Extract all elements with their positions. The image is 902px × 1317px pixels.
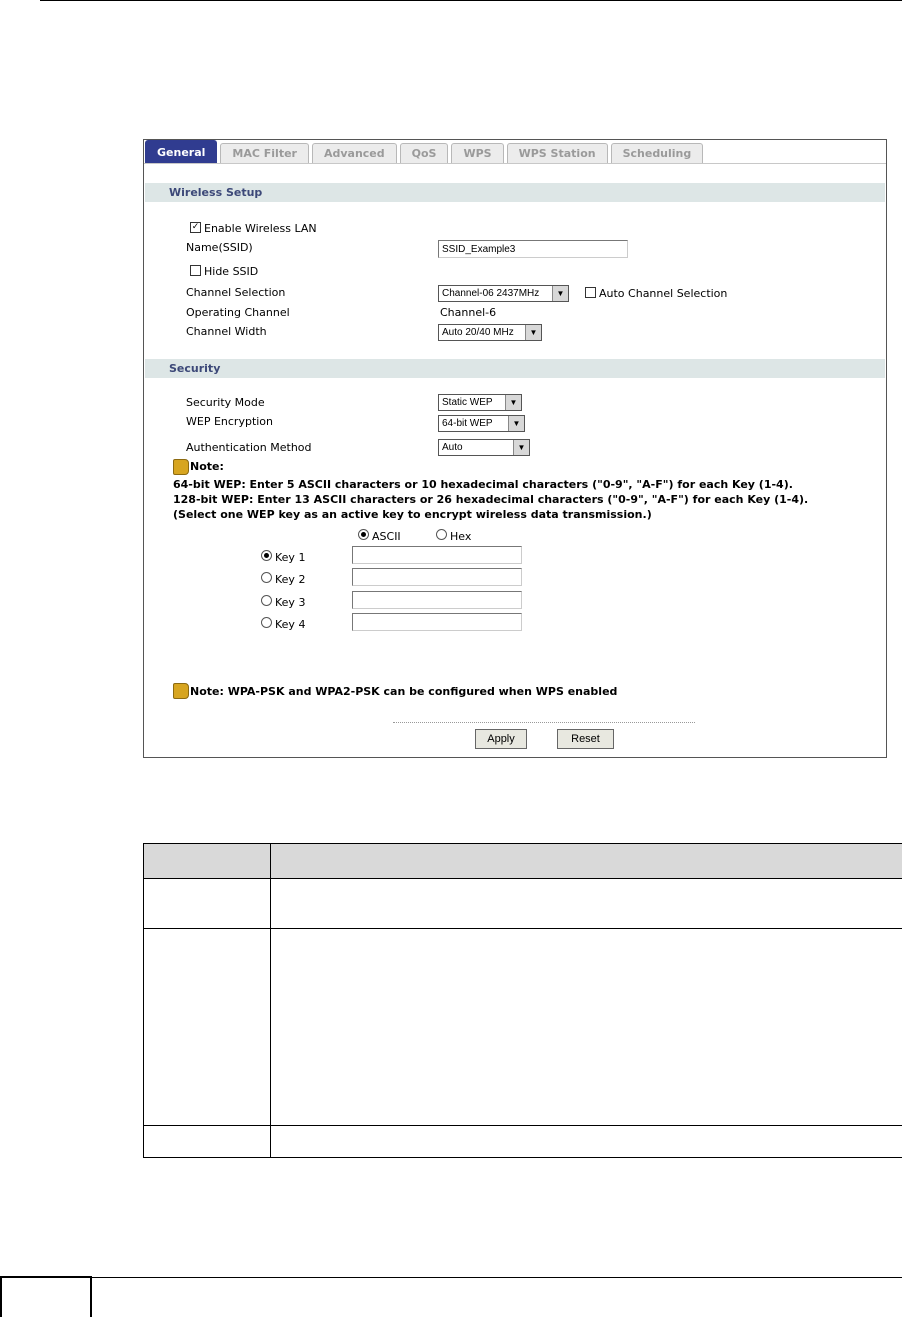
hide-ssid-checkbox[interactable]	[190, 265, 201, 276]
wep-encryption-label: WEP Encryption	[186, 415, 274, 428]
channel-selection-dropdown[interactable]	[438, 285, 569, 302]
security-mode-value: Static WEP	[442, 397, 493, 408]
ascii-label: ASCII	[372, 530, 401, 543]
chevron-down-icon: ▼	[525, 325, 541, 340]
note-icon	[173, 683, 189, 699]
security-mode-dropdown[interactable]	[438, 394, 522, 411]
key2-radio[interactable]	[261, 572, 272, 583]
enable-wireless-label: Enable Wireless LAN	[204, 222, 317, 235]
note-line-64bit: 64-bit WEP: Enter 5 ASCII characters or 10 hexadecimal characters ("0-9", "A-F") for each Key (1-4).	[173, 478, 793, 491]
ssid-input[interactable]: SSID_Example3	[438, 240, 628, 258]
auto-channel-checkbox[interactable]	[585, 287, 596, 298]
note-line-128bit: 128-bit WEP: Enter 13 ASCII characters or 26 hexadecimal characters ("0-9", "A-F") for each Key (1-4).	[173, 493, 809, 506]
wep-encryption-dropdown[interactable]	[438, 415, 525, 432]
chevron-down-icon: ▼	[505, 395, 521, 410]
description-table	[143, 843, 902, 1158]
key3-label: Key 3	[275, 596, 306, 609]
security-heading: Security	[145, 359, 885, 378]
channel-width-dropdown[interactable]	[438, 324, 542, 341]
key1-radio[interactable]	[261, 550, 272, 561]
footer-rule	[92, 1277, 902, 1278]
apply-button[interactable]: Apply	[475, 729, 527, 749]
wireless-config-panel	[143, 139, 887, 758]
chevron-down-icon: ▼	[508, 416, 524, 431]
tab-qos[interactable]: QoS	[400, 143, 449, 164]
key2-label: Key 2	[275, 573, 306, 586]
note-icon	[173, 459, 189, 475]
tab-wps[interactable]: WPS	[451, 143, 503, 164]
operating-channel-label: Operating Channel	[186, 306, 290, 319]
auth-method-dropdown[interactable]	[438, 439, 530, 456]
auth-method-label: Authentication Method	[186, 441, 312, 454]
enable-wireless-checkbox[interactable]: ✓	[191, 222, 200, 232]
tab-advanced[interactable]: Advanced	[312, 143, 397, 164]
tab-wps-station[interactable]: WPS Station	[507, 143, 608, 164]
key3-radio[interactable]	[261, 595, 272, 606]
tab-bar	[144, 140, 706, 164]
hide-ssid-label: Hide SSID	[204, 265, 259, 278]
key2-input[interactable]	[352, 568, 522, 586]
tab-general[interactable]: General	[145, 140, 217, 164]
key4-label: Key 4	[275, 618, 306, 631]
channel-width-label: Channel Width	[186, 325, 267, 338]
auth-method-value: Auto	[442, 442, 463, 453]
chevron-down-icon: ▼	[552, 286, 568, 301]
security-mode-label: Security Mode	[186, 396, 265, 409]
column-divider	[270, 844, 271, 1157]
channel-width-value: Auto 20/40 MHz	[442, 327, 514, 338]
reset-button[interactable]: Reset	[557, 729, 614, 749]
button-divider	[393, 722, 695, 723]
ssid-label: Name(SSID)	[186, 241, 253, 254]
operating-channel-value: Channel-6	[440, 306, 497, 319]
hex-radio[interactable]	[436, 529, 447, 540]
table-row-divider	[144, 1125, 902, 1126]
chevron-down-icon: ▼	[513, 440, 529, 455]
key3-input[interactable]	[352, 591, 522, 609]
table-header	[144, 844, 902, 879]
header-rule	[40, 0, 902, 1]
key4-radio[interactable]	[261, 617, 272, 628]
tab-underline	[144, 163, 886, 164]
ascii-radio[interactable]	[358, 529, 369, 540]
key1-label: Key 1	[275, 551, 306, 564]
hex-label: Hex	[450, 530, 472, 543]
tab-mac-filter[interactable]: MAC Filter	[220, 143, 309, 164]
channel-selection-value: Channel-06 2437MHz	[442, 288, 540, 299]
channel-selection-label: Channel Selection	[186, 286, 286, 299]
wep-encryption-value: 64-bit WEP	[442, 418, 493, 429]
tab-scheduling[interactable]: Scheduling	[611, 143, 704, 164]
note-title: Note:	[190, 460, 224, 473]
key1-input[interactable]	[352, 546, 522, 564]
auto-channel-label: Auto Channel Selection	[599, 287, 728, 300]
wireless-setup-heading: Wireless Setup	[145, 183, 885, 202]
wps-note: Note: WPA-PSK and WPA2-PSK can be configured when WPS enabled	[190, 685, 618, 698]
key4-input[interactable]	[352, 613, 522, 631]
note-line-select: (Select one WEP key as an active key to encrypt wireless data transmission.)	[173, 508, 652, 521]
page-number-box	[0, 1276, 92, 1317]
table-row-divider	[144, 928, 902, 929]
